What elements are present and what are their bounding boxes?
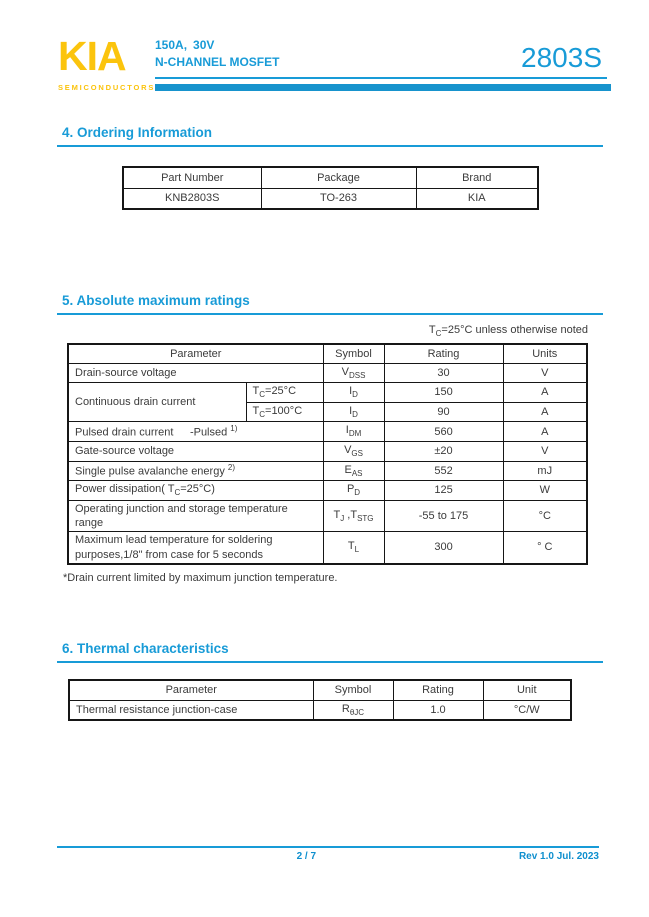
table-cell: $R_{\theta JC}$ [313, 700, 393, 720]
table-row [68, 363, 587, 383]
table-row [68, 481, 587, 501]
table-cell: 300 [384, 532, 503, 564]
table-cell: A [503, 383, 587, 403]
revision-label: Rev 1.0 Jul. 2023 [518, 850, 599, 862]
table-cell: $I_D$ [323, 383, 384, 403]
section-title-ordering: 4. Ordering Information [62, 125, 213, 140]
table-cell: °C [503, 500, 587, 532]
table-cell: $I_D$ [323, 402, 384, 422]
table-cell: A [503, 422, 587, 442]
column-header: Unit [483, 680, 571, 700]
table-cell: 552 [384, 461, 503, 481]
table-cell: $E_{AS}$ [323, 461, 384, 481]
table-cell: Continuous drain current [68, 383, 246, 422]
table-cell: ° C [503, 532, 587, 564]
section-ordering-information [57, 125, 603, 210]
table-cell: $T_J$ $,T_{STG}$ [323, 500, 384, 532]
table-cell: A [503, 402, 587, 422]
column-header: Part Number [123, 167, 261, 188]
table-cell: Drain-source voltage [68, 363, 323, 383]
header-divider-thick [155, 84, 611, 91]
table-cell: 125 [384, 481, 503, 501]
device-summary [155, 37, 279, 71]
ordering-information-table [122, 166, 539, 210]
table-cell: TO-263 [261, 188, 416, 209]
table-cell: Power dissipation( $T_C=25^\circ C$) [68, 481, 323, 501]
device-type: N-CHANNEL MOSFET [155, 55, 280, 69]
page-header [0, 0, 649, 112]
table-header-row [123, 167, 538, 188]
table-cell: Operating junction and storage temperature range [68, 500, 323, 532]
table-row [68, 532, 587, 564]
column-header: Rating [384, 344, 503, 363]
table-row [68, 442, 587, 462]
table-cell: $P_D$ [323, 481, 384, 501]
header-divider-thin [155, 77, 607, 79]
column-header: Parameter [69, 680, 313, 700]
page-indicator: 2 / 7 [296, 850, 317, 862]
table-cell: KNB2803S [123, 188, 261, 209]
section-title-thermal: 6. Thermal characteristics [62, 641, 229, 656]
section-underline [57, 145, 603, 147]
table-row [68, 461, 587, 481]
table-cell: ±20 [384, 442, 503, 462]
table-cell: Maximum lead temperature for soldering purposes,1/8" from case for 5 seconds [68, 532, 323, 564]
device-rating: 150A, 30V [155, 38, 215, 52]
table-row [68, 422, 587, 442]
table-cell: $T_C=25^\circ C$ [246, 383, 323, 403]
section-title-abs-max: 5. Absolute maximum ratings [62, 293, 250, 308]
table-cell: 1.0 [393, 700, 483, 720]
table-cell: mJ [503, 461, 587, 481]
table-cell: $V_{DSS}$ [323, 363, 384, 383]
table-cell: 560 [384, 422, 503, 442]
section-underline [57, 313, 603, 315]
column-header: Rating [393, 680, 483, 700]
table-header-row [69, 680, 571, 700]
table-cell: V [503, 442, 587, 462]
table-cell: 150 [384, 383, 503, 403]
drain-current-footnote: *Drain current limited by maximum junction temperature. [63, 571, 338, 584]
table-row [123, 188, 538, 209]
section-underline [57, 661, 603, 663]
table-cell: °C/W [483, 700, 571, 720]
table-cell: Single pulse avalanche energy $^{2)}$ [68, 461, 323, 481]
table-cell: $I_{DM}$ [323, 422, 384, 442]
table-cell: $V_{GS}$ [323, 442, 384, 462]
column-header: Brand [416, 167, 538, 188]
table-cell: V [503, 363, 587, 383]
part-number-title: 2803S [521, 42, 602, 73]
column-header: Units [503, 344, 587, 363]
column-header: Package [261, 167, 416, 188]
table-cell: KIA [416, 188, 538, 209]
table-cell: $T_C=100^\circ C$ [246, 402, 323, 422]
absolute-maximum-ratings-table [67, 343, 588, 565]
table-cell: W [503, 481, 587, 501]
column-header: Parameter [68, 344, 323, 363]
column-header: Symbol [323, 344, 384, 363]
page-footer [57, 846, 599, 865]
section-thermal-characteristics [57, 641, 603, 721]
table-cell: Thermal resistance junction-case [69, 700, 313, 720]
footer-divider [57, 846, 599, 848]
table-cell: -55 to 175 [384, 500, 503, 532]
table-row [69, 700, 571, 720]
table-cell: 90 [384, 402, 503, 422]
thermal-characteristics-table [68, 679, 572, 721]
table-row [68, 383, 587, 403]
table-row [68, 500, 587, 532]
table-cell: $T_L$ [323, 532, 384, 564]
table-cell: Pulsed drain current -Pulsed $^{1)}$ [68, 422, 323, 442]
kia-logo-text: KIA [58, 33, 126, 79]
test-condition-note: $T_C=25^\circ C$ unless otherwise noted [428, 324, 588, 339]
kia-logo-subtext: SEMICONDUCTORS [58, 83, 156, 92]
kia-logo [58, 34, 155, 92]
section-absolute-maximum-ratings [57, 293, 603, 584]
table-header-row [68, 344, 587, 363]
table-cell: Gate-source voltage [68, 442, 323, 462]
table-cell: 30 [384, 363, 503, 383]
column-header: Symbol [313, 680, 393, 700]
footer-row [57, 851, 599, 865]
